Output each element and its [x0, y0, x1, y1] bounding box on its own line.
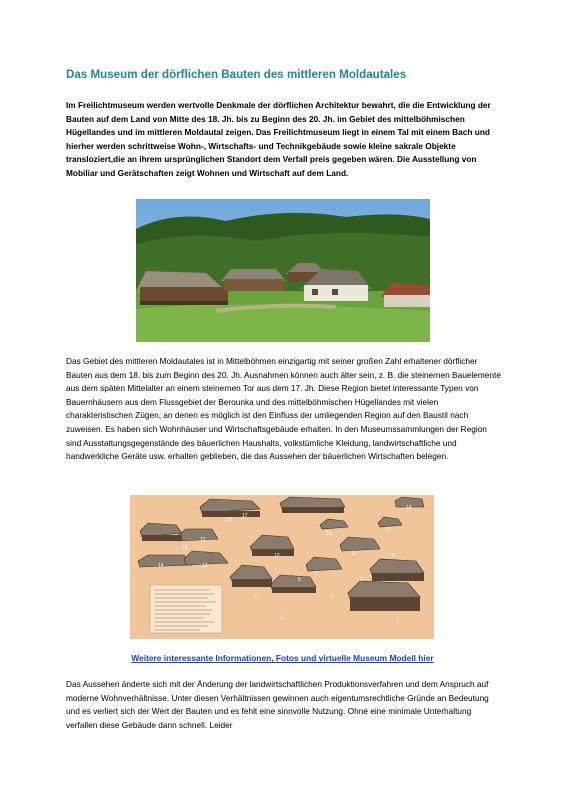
map-label: 4	[330, 593, 333, 599]
body-paragraph-2: Das Gebiet des mittleren Moldautales ist in Mittelböhmen einzigartig mit seiner großen Zahl erhaltener dörflicher Bauten aus dem 18. bis zum Beginn des 20. Jh. Ausnahmen können auch älter sein, z. B. die steinernen Bauelemente aus dem späten Mittelalter an einem steinernen Tor aus dem 17. Jh. Diese Region bietet interessante Typen von Bauernhäusern aus dem Flussgebiet der Berounka und des mittelböhmischen Hügellandes mit vielen charakteristischen Zügen, an denen es möglich ist den Einfluss der umliegenden Region auf den Baustil nach zuweisen. Es haben sich Wohnhäuser und Wirtschaftsgebäude erhalten. In den Museumssammlungen der Region sind Ausstattungsgegenstände des bäuerlichen Haushalts, volkstümliche Kleidung, landwirtschaftliche und handwerkliche Geräte usw. erhalten geblieben, die das Aussehen der bäuerlichen Wirtschaften belegen.	[66, 356, 501, 462]
map-label: 3	[254, 595, 257, 601]
map-label: 13	[202, 563, 208, 569]
map-label: 1	[396, 619, 399, 625]
map-label: 19	[406, 505, 412, 511]
intro-paragraph: Im Freilichtmuseum werden wertvolle Denkmale der dörflichen Architektur bewahrt, die die Entwicklung der Bauten auf dem Land von Mitte des 18. Jh. bis zu Beginn des 20. Jh. im Gebiet des mittelböhmischen Hügellandes und im mittleren Moldautal zeigen. Das Freilichtmuseum liegt in einem Tal mit einem Bach und hierher werden schrittweise Wohn-, Wirtschafts- und Technikgebäude sowie kleine sakrale Objekte transloziert,die an ihrem ursprünglichen Standort dem Verfall preis gegeben wären. Die Ausstellung von Mobiliar und Gerätschaften zeigt Wohnen und Wirtschaft auf dem Land.	[66, 100, 491, 178]
map-label: 7	[314, 571, 317, 577]
map-label: 8	[392, 553, 395, 559]
map-label: 16	[182, 545, 188, 551]
map-label: 9	[352, 551, 355, 557]
map-label: 14	[158, 563, 164, 569]
map-label: 6	[360, 577, 363, 583]
museum-photo	[136, 199, 430, 342]
map-label: 17	[242, 513, 248, 519]
map-label: 2	[280, 615, 283, 621]
map-label: 12	[274, 553, 280, 559]
body-paragraph-3: Das Aussehen änderte sich mit der Änderung der landwirtschaftlichen Produktionsverfahren und dem Anspruch auf moderne Wohnverhältnisse. Unter diesen Verhältnissen gewinnen auch eigentumsrechtliche Gründe an Bedeutung und es verliert sich der Wert der Bauten und es fehlt eine sinnvolle Nutzung. Ohne eine minimale Unterhaltung verfallen diese Gebäude dann schnell. Leider	[66, 679, 489, 730]
map-label: 18	[226, 517, 232, 523]
map-label: 15	[200, 537, 206, 543]
map-label: 10	[326, 531, 332, 537]
map-label: 5	[298, 577, 301, 583]
page-title: Das Museum der dörflichen Bauten des mittleren Moldautales	[66, 68, 407, 81]
more-info-link[interactable]: Weitere interessante Informationen, Fotos und virtuelle Museum Modell hier	[131, 653, 434, 663]
museum-site-map	[130, 495, 434, 639]
map-label: 11	[386, 527, 392, 533]
